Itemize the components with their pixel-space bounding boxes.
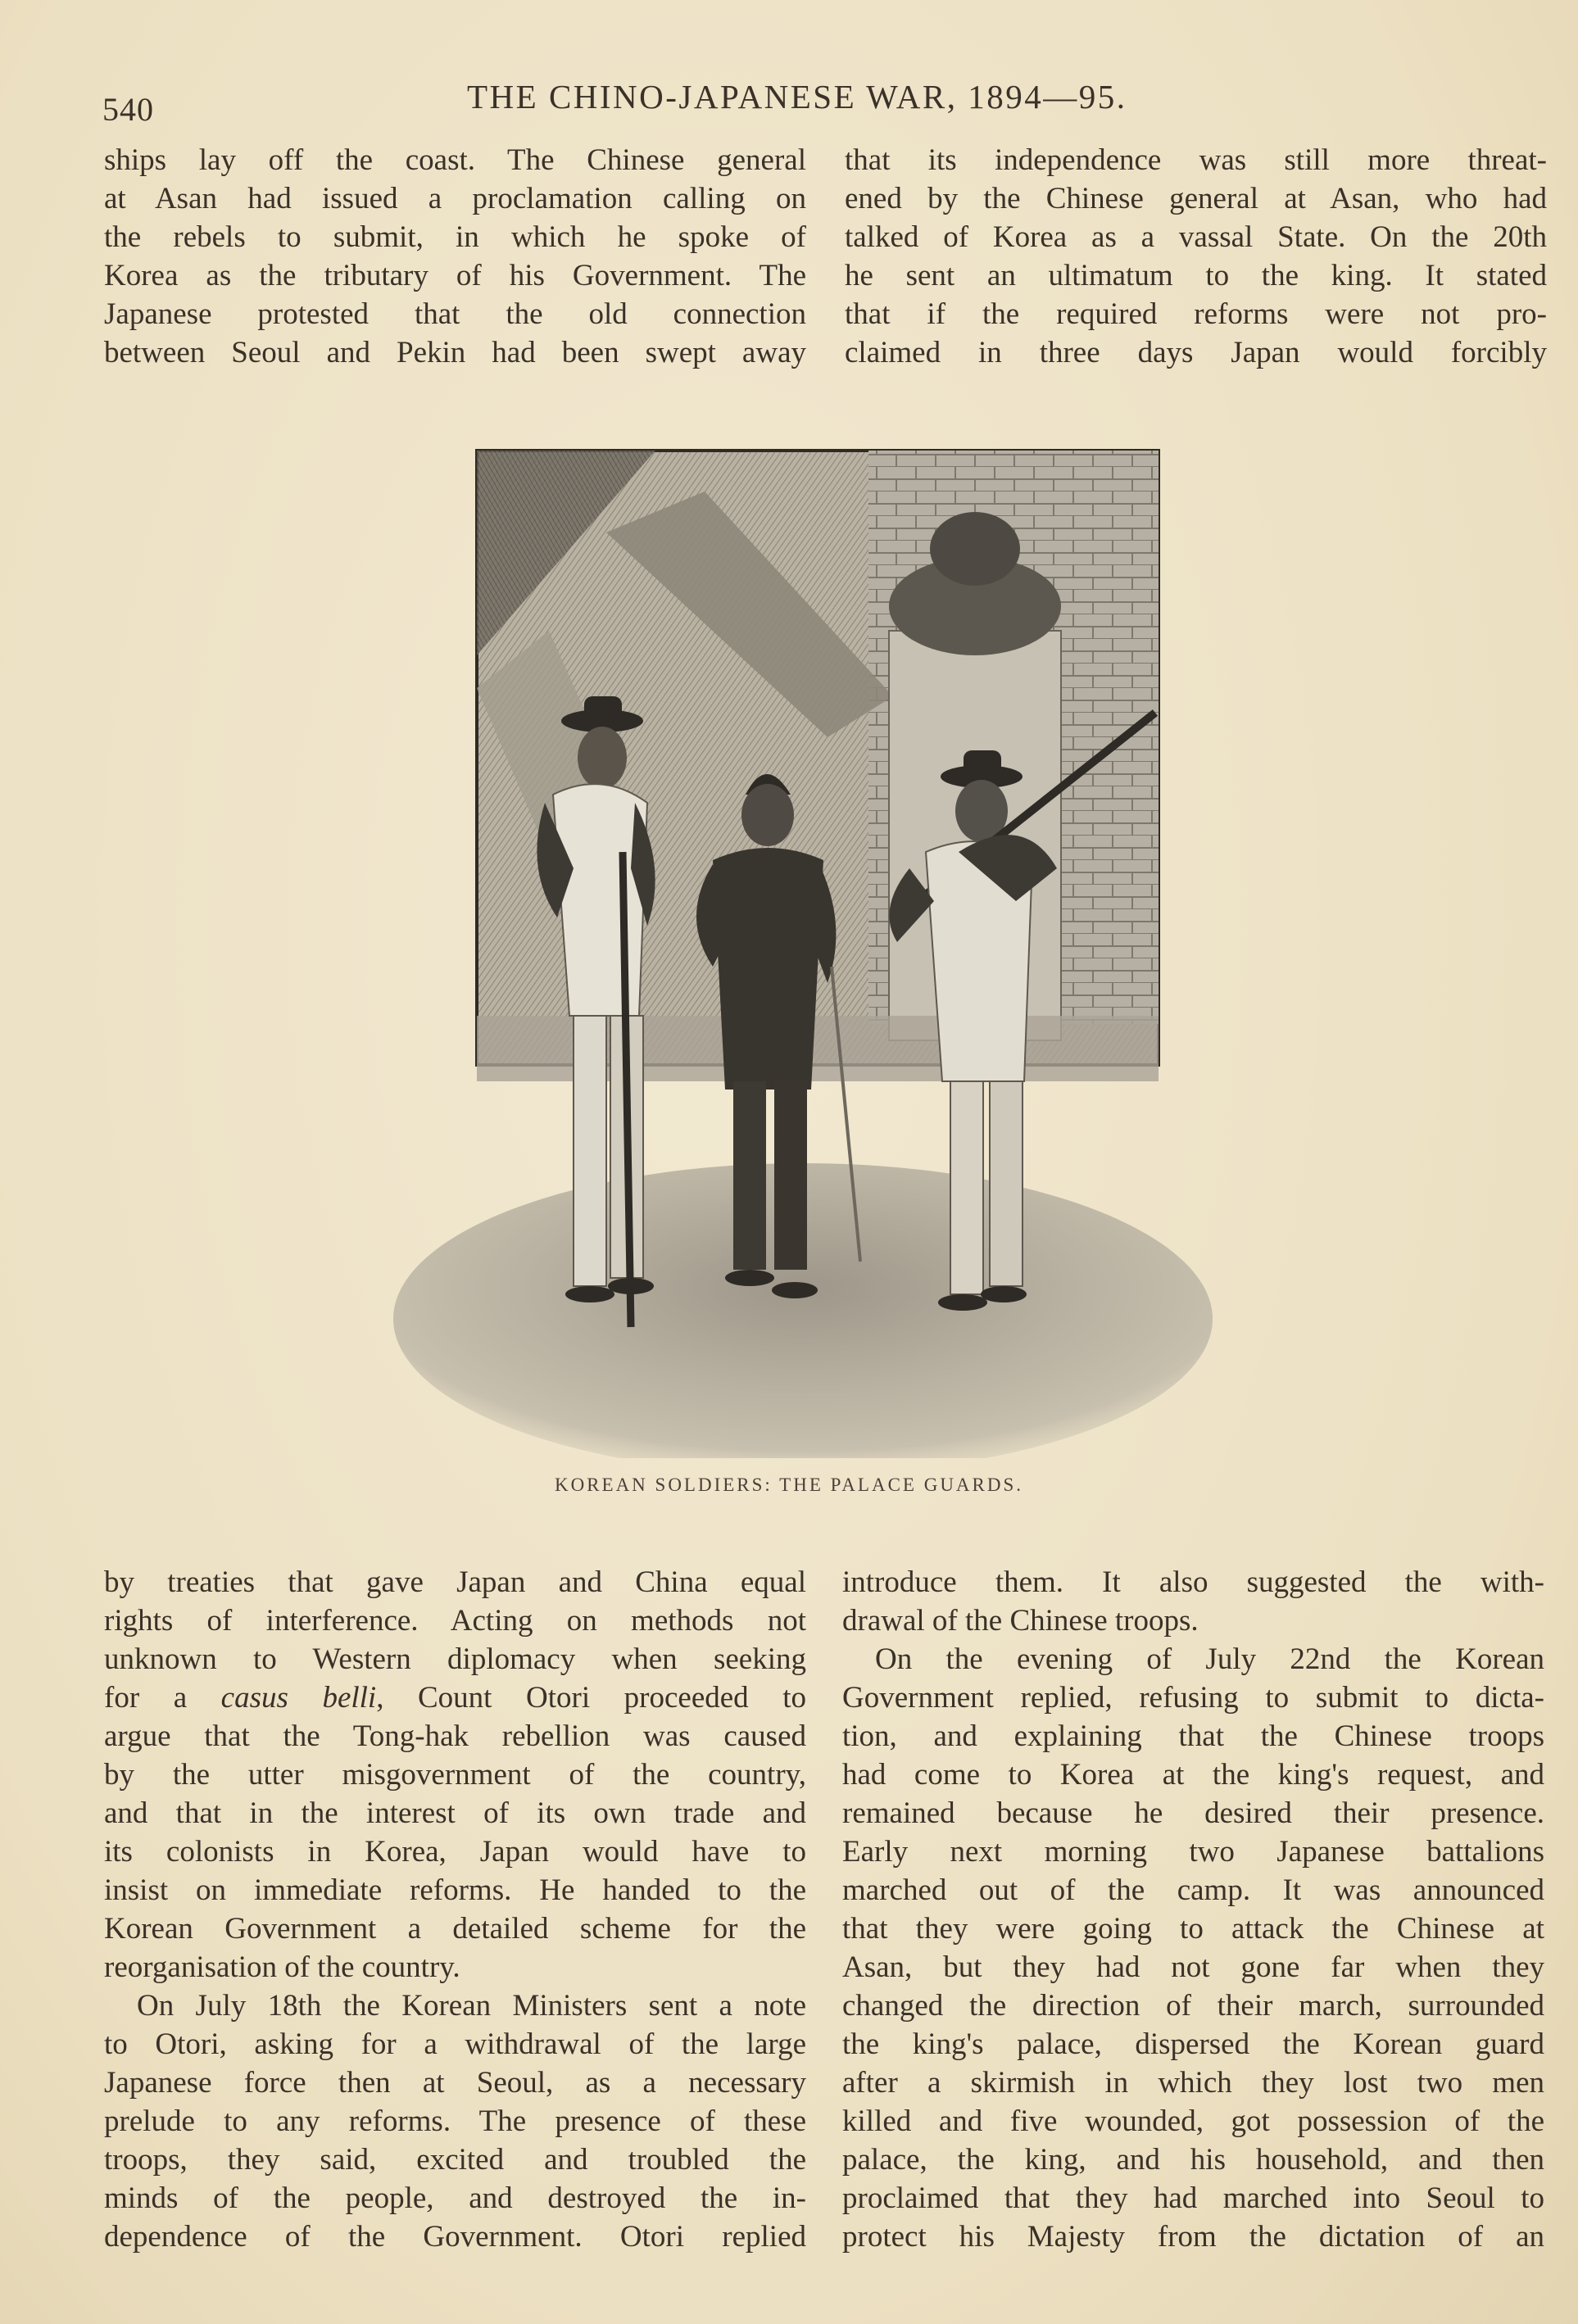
text-line: marched out of the camp. It was announced [842, 1873, 1544, 1907]
text-line: protect his Majesty from the dictation of an [842, 2220, 1544, 2254]
text-column-bottom-right [842, 1563, 1544, 2256]
text-column-bottom-left [104, 1563, 806, 2256]
text-line: that they were going to attack the Chinese at [842, 1912, 1544, 1946]
text-line: troops, they said, excited and troubled the [104, 2143, 806, 2177]
text-line: reorganisation of the country. [104, 1950, 460, 1984]
text-line: Japanese force then at Seoul, as a necessary [104, 2066, 806, 2100]
text-line: drawal of the Chinese troops. [842, 1604, 1199, 1638]
text-line: had come to Korea at the king's request, and [842, 1758, 1544, 1792]
text-line: Korean Government a detailed scheme for the [104, 1912, 806, 1946]
text-line: prelude to any reforms. The presence of these [104, 2104, 806, 2138]
text-line: its colonists in Korea, Japan would have to [104, 1835, 806, 1869]
text-line: Government replied, refusing to submit to dicta- [842, 1681, 1544, 1715]
text-column-top-left [104, 141, 806, 372]
figure-caption: KOREAN SOLDIERS: THE PALACE GUARDS. [554, 1475, 1024, 1495]
text-line: tion, and explaining that the Chinese troops [842, 1719, 1544, 1753]
text-line: Early next morning two Japanese battalions [842, 1835, 1544, 1869]
text-line: Korea as the tributary of his Government. The [104, 259, 806, 292]
text-line: by the utter misgovernment of the country, [104, 1758, 806, 1792]
text-line: at Asan had issued a proclamation calling on [104, 182, 806, 215]
text-line: for a casus belli, Count Otori proceeded to [104, 1681, 806, 1715]
text-line: Japanese protested that the old connection [104, 297, 806, 331]
running-title: THE CHINO-JAPANESE WAR, 1894—95. [467, 78, 1127, 116]
text-line: by treaties that gave Japan and China equal [104, 1565, 806, 1599]
text-line: introduce them. It also suggested the with- [842, 1565, 1544, 1599]
text-line: the king's palace, dispersed the Korean guard [842, 2027, 1544, 2061]
text-line: dependence of the Government. Otori replied [104, 2220, 806, 2254]
page-header [102, 75, 1528, 128]
text-line: and that in the interest of its own trade and [104, 1796, 806, 1830]
text-line: On the evening of July 22nd the Korean [875, 1642, 1544, 1676]
text-line: he sent an ultimatum to the king. It stated [845, 259, 1547, 292]
text-line: ened by the Chinese general at Asan, who had [845, 182, 1547, 215]
text-line: Asan, but they had not gone far when they [842, 1950, 1544, 1984]
text-line: argue that the Tong-hak rebellion was caused [104, 1719, 806, 1753]
text-line: rights of interference. Acting on methods not [104, 1604, 806, 1638]
text-line: proclaimed that they had marched into Seoul to [842, 2181, 1544, 2215]
text-line: the rebels to submit, in which he spoke of [104, 220, 806, 254]
text-line: killed and five wounded, got possession of the [842, 2104, 1544, 2138]
text-line: that if the required reforms were not pro- [845, 297, 1547, 331]
text-line: unknown to Western diplomacy when seeking [104, 1642, 806, 1676]
engraving-image [385, 442, 1221, 1458]
text-line: remained because he desired their presence. [842, 1796, 1544, 1830]
text-line: ships lay off the coast. The Chinese general [104, 143, 806, 177]
text-line: to Otori, asking for a withdrawal of the large [104, 2027, 806, 2061]
text-line: after a skirmish in which they lost two men [842, 2066, 1544, 2100]
page-number: 540 [102, 91, 154, 128]
text-line: that its independence was still more threat- [845, 143, 1547, 177]
text-column-top-right [845, 141, 1547, 372]
text-line: talked of Korea as a vassal State. On the 20th [845, 220, 1547, 254]
text-line: On July 18th the Korean Ministers sent a note [137, 1989, 806, 2023]
text-line: palace, the king, and his household, and then [842, 2143, 1544, 2177]
text-line: minds of the people, and destroyed the in- [104, 2181, 806, 2215]
text-line: changed the direction of their march, surrounded [842, 1989, 1544, 2023]
illustration-palace-guards [385, 442, 1221, 1458]
text-line: between Seoul and Pekin had been swept away [104, 336, 806, 369]
text-line: claimed in three days Japan would forcibly [845, 336, 1547, 369]
text-line: insist on immediate reforms. He handed to the [104, 1873, 806, 1907]
